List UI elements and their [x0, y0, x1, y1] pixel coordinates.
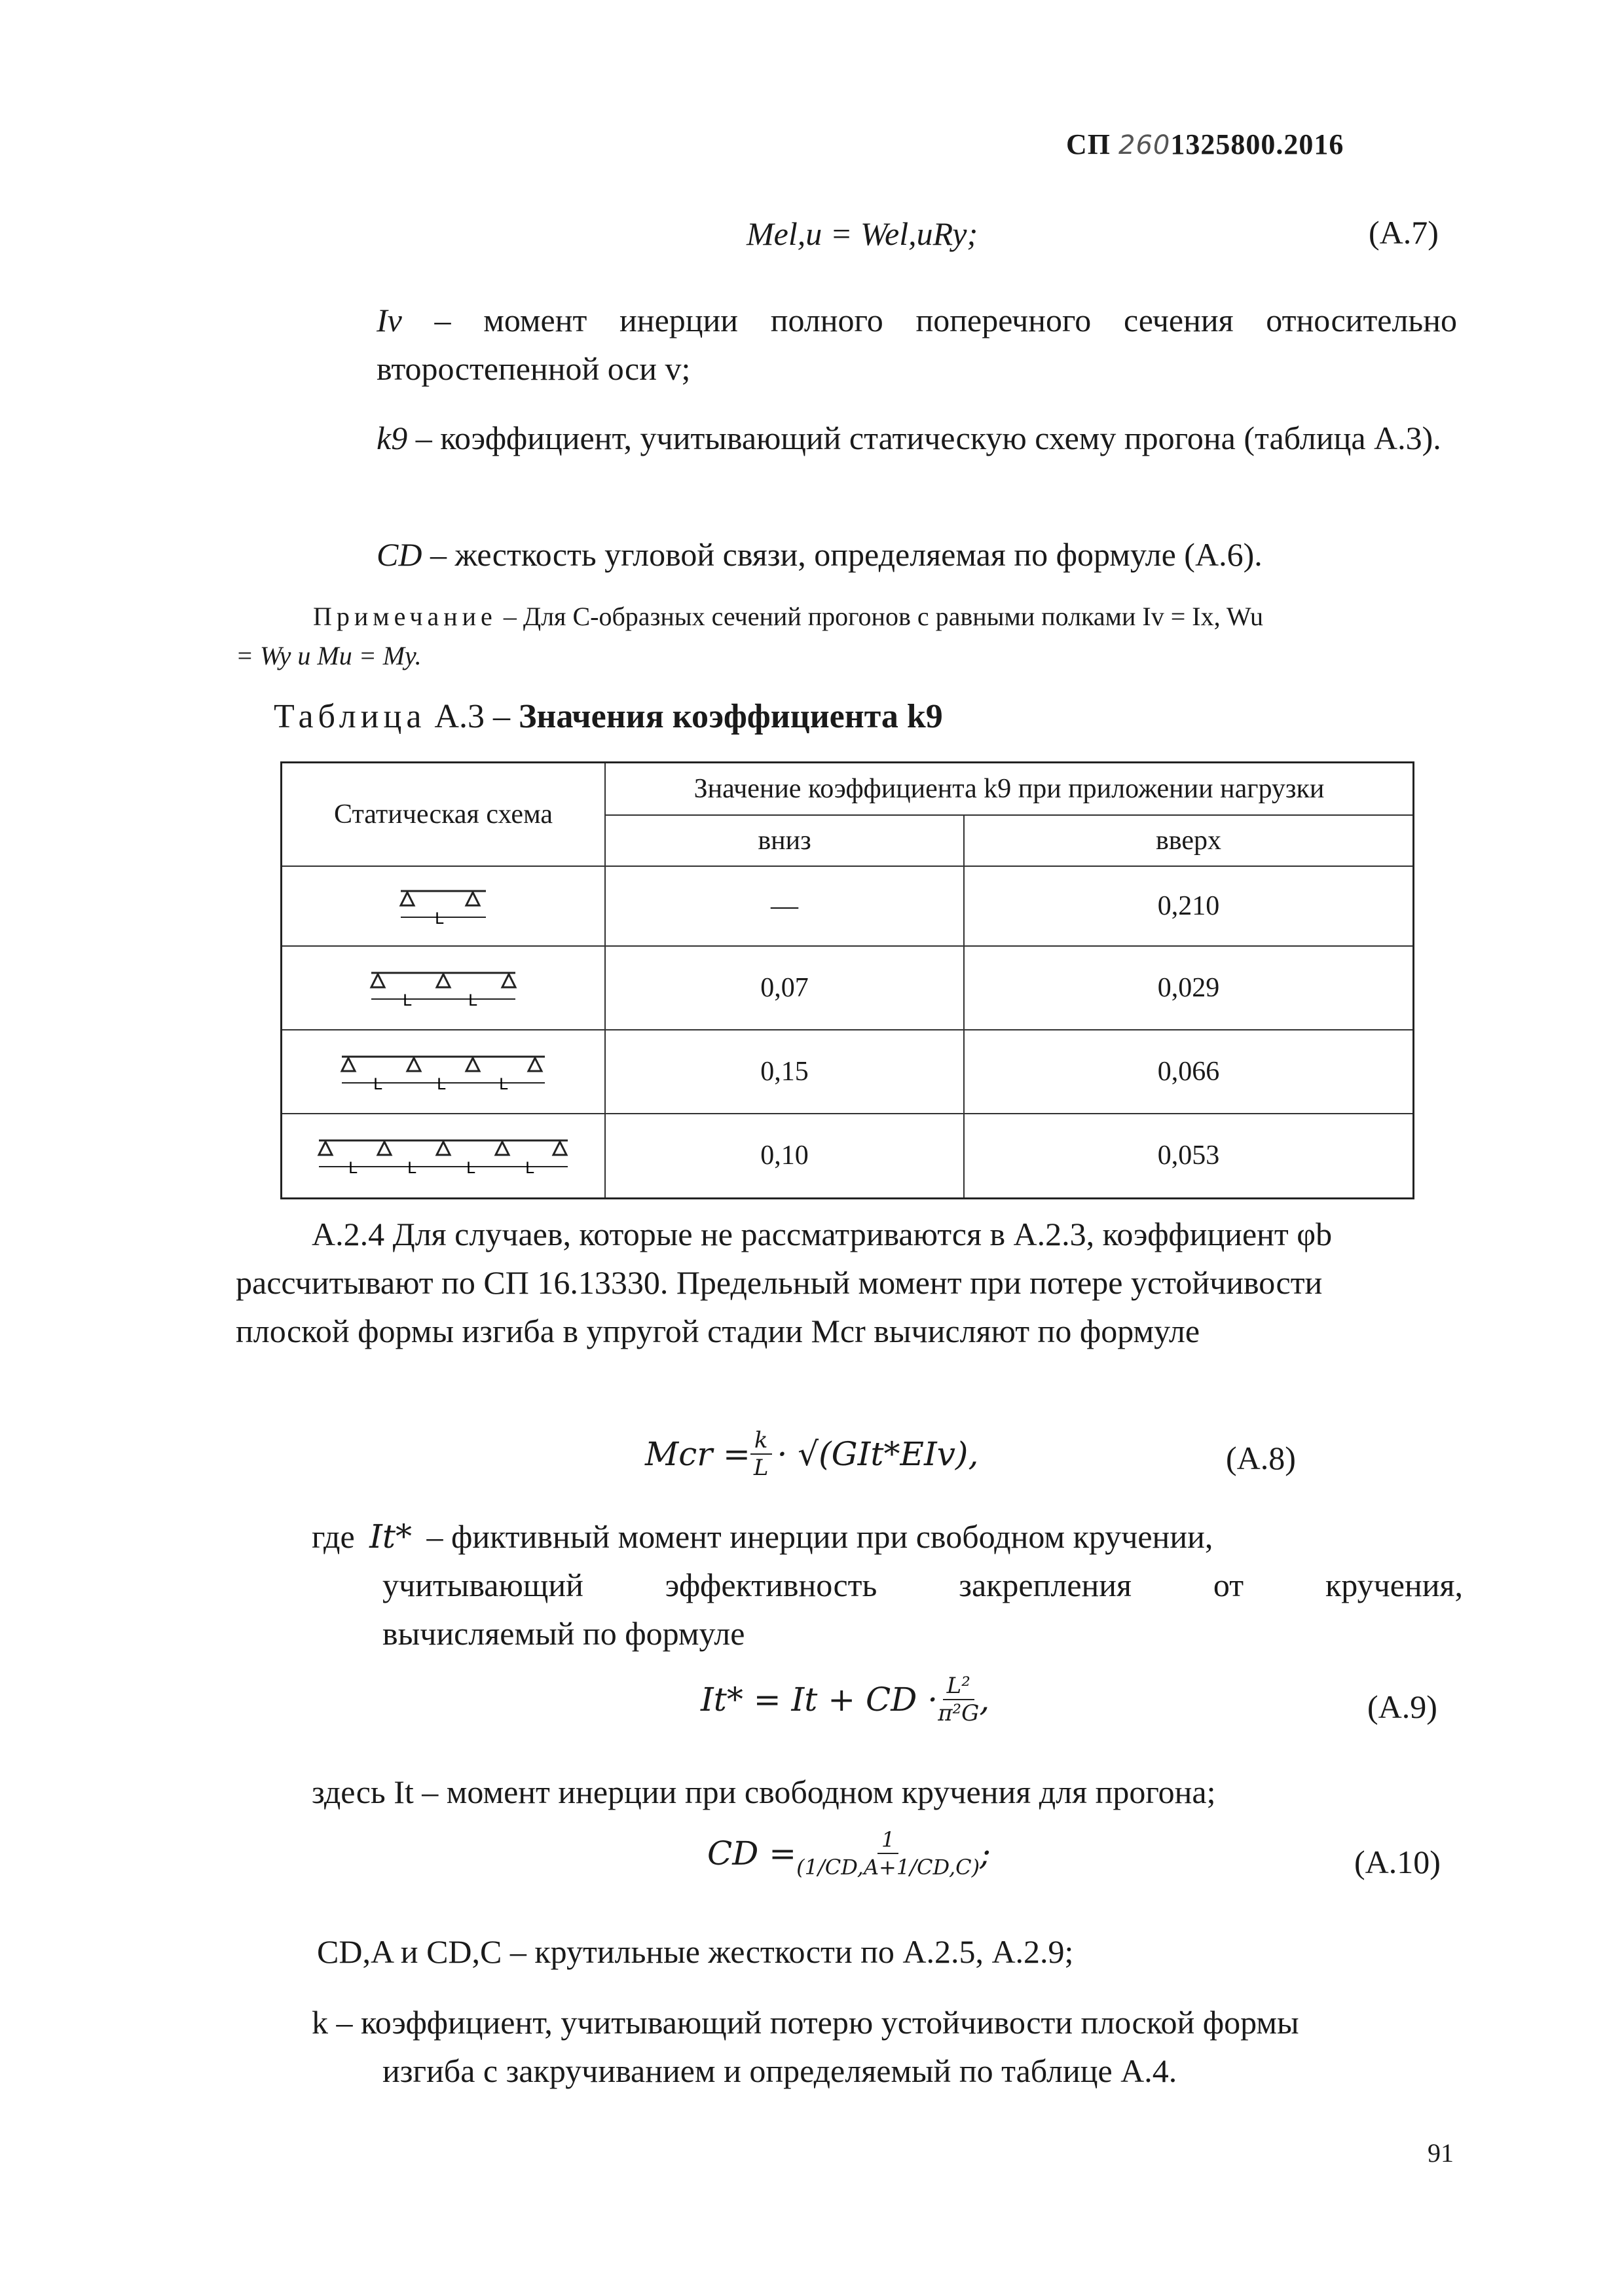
para-a24-line1: А.2.4 Для случаев, которые не рассматриваются в А.2.3, коэффициент φb: [312, 1216, 1333, 1252]
k-def-line1: k – коэффициент, учитывающий потерю устойчивости плоской формы: [312, 2004, 1299, 2041]
k9-definition: k9 – коэффициент, учитывающий статическую схему прогона (таблица А.3).: [377, 420, 1441, 456]
formula-a10-number: (А.10): [1354, 1844, 1441, 1880]
formula-a9: It* = It + CD · $\frac{\text{L²}}{\text{π²G}}$ ,: [701, 1673, 990, 1726]
where-line2: учитывающий эффективность закрепления от кручения,: [382, 1567, 1463, 1603]
scheme-4-span: [282, 1114, 606, 1199]
formula-a7: Mel,u = Wel,uRy;: [747, 215, 978, 252]
cda-line: CD,A и CD,C – крутильные жесткости по А.2.5, А.2.9;: [317, 1933, 1074, 1970]
note-line-2: = Wy и Mu = My.: [236, 641, 422, 670]
table-row: 0,07: [605, 946, 964, 1030]
table-row: —: [605, 866, 964, 946]
svg-text:L: L: [466, 1159, 475, 1178]
para-a24-line3: плоской формы изгиба в упругой стадии Mcr вычисляют по формуле: [236, 1313, 1200, 1349]
svg-text:L: L: [468, 991, 477, 1010]
here-line: здесь It – момент инерции при свободном кручения для прогона;: [312, 1774, 1216, 1810]
formula-a9-number: (А.9): [1367, 1688, 1437, 1725]
scheme-2-span: [282, 946, 606, 1030]
svg-text:L: L: [373, 1074, 382, 1093]
svg-text:L: L: [435, 909, 444, 928]
table-row: 0,066: [964, 1030, 1414, 1114]
table-row: 0,15: [605, 1030, 964, 1114]
page-number: 91: [1428, 2138, 1454, 2168]
svg-text:L: L: [403, 991, 412, 1010]
where-line3: вычисляемый по формуле: [382, 1615, 745, 1652]
svg-text:L: L: [348, 1159, 358, 1178]
table-row: 0,053: [964, 1114, 1414, 1199]
svg-text:L: L: [525, 1159, 534, 1178]
svg-text:L: L: [437, 1074, 446, 1093]
formula-a8-number: (А.8): [1226, 1440, 1296, 1476]
table-row: 0,029: [964, 946, 1414, 1030]
svg-text:L: L: [407, 1159, 416, 1178]
iv-definition: Iv – момент инерции полного поперечного сечения относительно второстепенной оси v;: [377, 302, 1457, 387]
scheme-1-span: [282, 866, 606, 946]
cd-definition: CD – жесткость угловой связи, определяемая по формуле (А.6).: [377, 536, 1263, 573]
k-def-line2: изгиба с закручиванием и определяемый по таблице А.4.: [382, 2052, 1177, 2089]
where-line1: где It* – фиктивный момент инерции при свободном кручении,: [312, 1518, 1213, 1556]
formula-a7-number: (А.7): [1369, 214, 1439, 251]
formula-a10: CD = $\frac{1}{(1/CD,A+1/CD,C)}$ ;: [707, 1827, 991, 1880]
document-code: СП 2601325800.2016: [1066, 128, 1344, 160]
formula-a8: Mcr = $\frac{k}{L}$ · √(GIt*EIv),: [645, 1427, 979, 1481]
table-caption: Таблица А.3 – Значения коэффициента k9: [274, 698, 943, 735]
scheme-3-span: [282, 1030, 606, 1114]
k9-table: [280, 761, 1414, 1199]
header-up: вверх: [964, 815, 1414, 866]
handwritten-number: 260: [1118, 130, 1171, 160]
svg-text:L: L: [499, 1074, 508, 1093]
header-down: вниз: [605, 815, 964, 866]
para-a24-line2: рассчитывают по СП 16.13330. Предельный момент при потере устойчивости: [236, 1264, 1323, 1301]
header-scheme: Статическая схема: [282, 763, 606, 866]
note-line-1: Примечание – Для С-образных сечений прогонов с равными полками Iv = Ix, Wu: [313, 602, 1264, 631]
header-group: Значение коэффициента k9 при приложении нагрузки: [605, 763, 1414, 815]
table-row: 0,210: [964, 866, 1414, 946]
table-row: 0,10: [605, 1114, 964, 1199]
